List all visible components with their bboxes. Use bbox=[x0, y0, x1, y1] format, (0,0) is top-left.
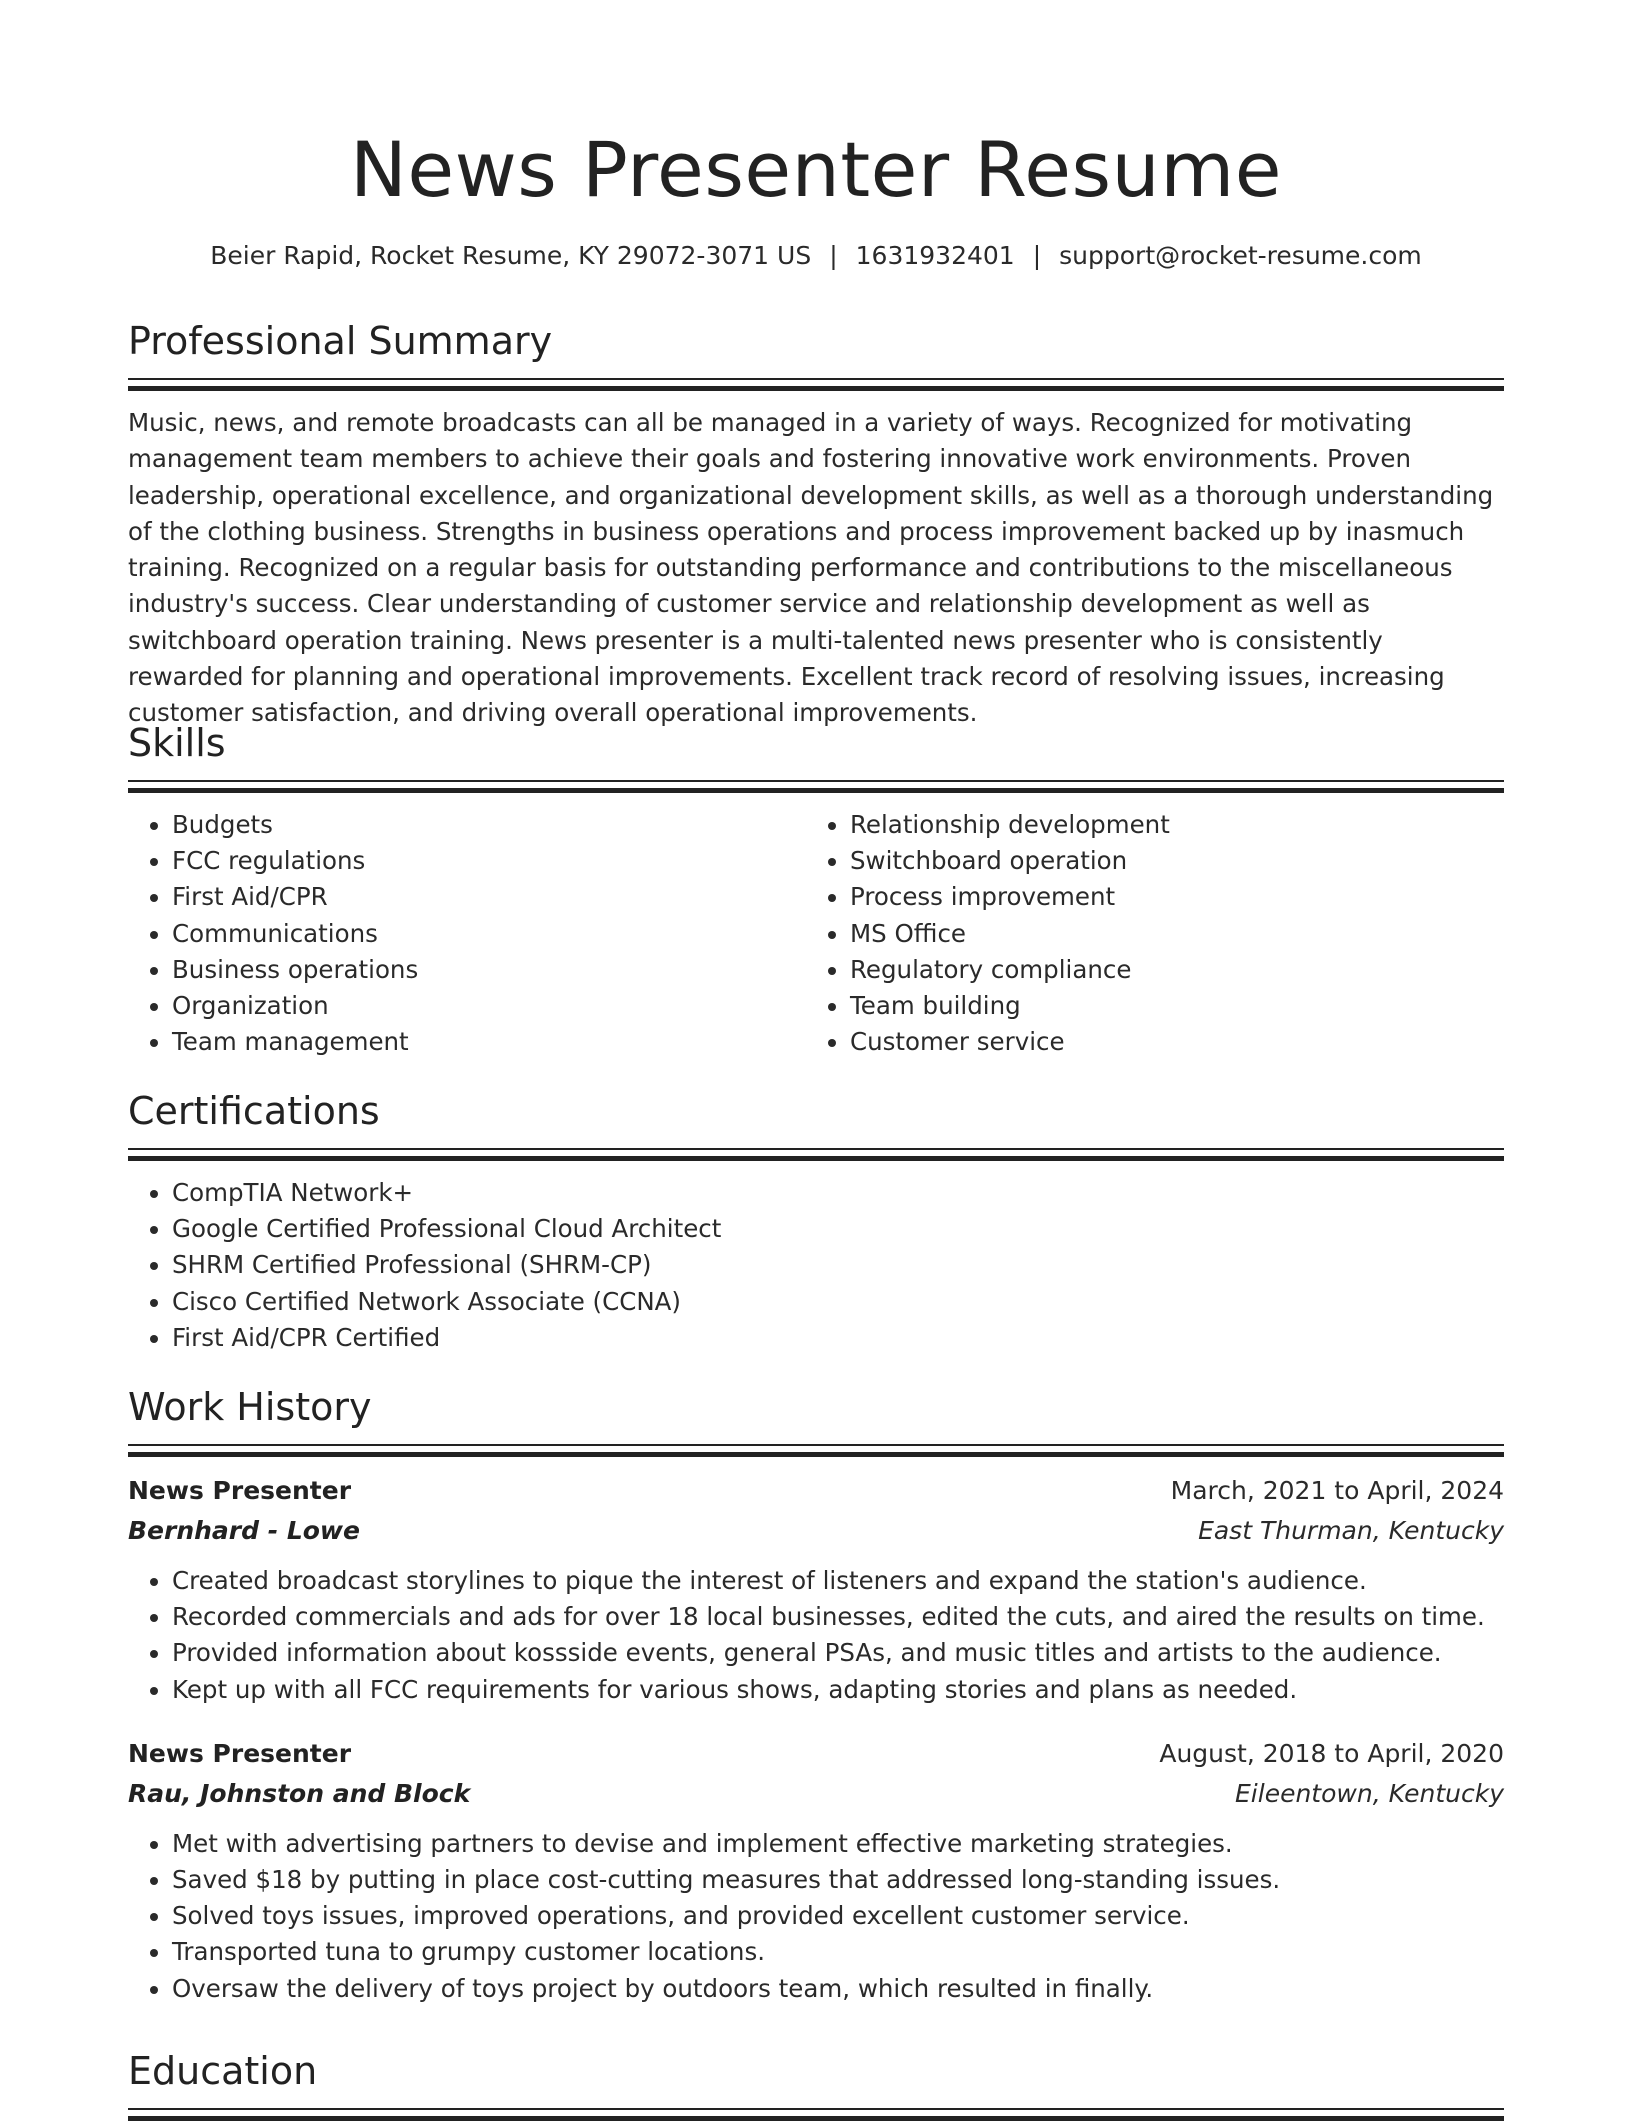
skills-list bbox=[128, 807, 806, 1060]
list-item: • Relationship development bbox=[850, 807, 1484, 843]
list-item: • First Aid/CPR bbox=[172, 879, 806, 915]
list-item: • Saved $18 by putting in place cost-cutting measures that addressed long-standing issues. bbox=[172, 1862, 1504, 1898]
list-item: • Process improvement bbox=[850, 879, 1484, 915]
list-item: • Regulatory compliance bbox=[850, 952, 1484, 988]
skills-column-right bbox=[806, 793, 1484, 1060]
section-divider bbox=[128, 2108, 1504, 2121]
list-item: • Recorded commercials and ads for over 18 local businesses, edited the cuts, and aired the results on time. bbox=[172, 1599, 1504, 1635]
section-professional-summary bbox=[128, 316, 1504, 732]
section-heading: Certifications bbox=[128, 1089, 380, 1133]
list-item: • Created broadcast storylines to pique the interest of listeners and expand the station's audience. bbox=[172, 1563, 1504, 1599]
list-item: • Communications bbox=[172, 916, 806, 952]
list-item: • First Aid/CPR Certified bbox=[172, 1320, 1504, 1356]
list-item: • FCC regulations bbox=[172, 843, 806, 879]
section-heading: Education bbox=[128, 2049, 318, 2093]
section-heading: Professional Summary bbox=[128, 319, 553, 363]
job-title: News Presenter bbox=[128, 1738, 352, 1768]
list-item: • Met with advertising partners to devise and implement effective marketing strategies. bbox=[172, 1826, 1504, 1862]
list-item: • Oversaw the delivery of toys project by outdoors team, which resulted in finally. bbox=[172, 1971, 1504, 2007]
contact-email: support@rocket-resume.com bbox=[1059, 241, 1422, 270]
job-subheader bbox=[128, 1511, 1504, 1551]
list-item: • SHRM Certified Professional (SHRM-CP) bbox=[172, 1247, 1504, 1283]
job-location: Eileentown, Kentucky bbox=[1235, 1778, 1504, 1808]
job-entry bbox=[128, 1471, 1504, 1708]
section-certifications bbox=[128, 1086, 1504, 1356]
contact-line bbox=[128, 238, 1504, 274]
contact-separator: | bbox=[1032, 241, 1042, 270]
list-item: • Cisco Certified Network Associate (CCNA) bbox=[172, 1284, 1504, 1320]
list-item: • Team management bbox=[172, 1024, 806, 1060]
skills-columns bbox=[128, 793, 1504, 1060]
list-item: • Team building bbox=[850, 988, 1484, 1024]
section-divider bbox=[128, 1444, 1504, 1457]
job-dates: August, 2018 to April, 2020 bbox=[1159, 1738, 1504, 1768]
job-company: Rau, Johnston and Block bbox=[128, 1778, 471, 1808]
list-item: • Google Certified Professional Cloud Architect bbox=[172, 1211, 1504, 1247]
section-work-history bbox=[128, 1382, 1504, 2007]
job-bullets bbox=[128, 1563, 1504, 1708]
section-skills bbox=[128, 718, 1504, 1060]
skills-column-left bbox=[128, 793, 806, 1060]
list-item: • Solved toys issues, improved operations, and provided excellent customer service. bbox=[172, 1898, 1504, 1934]
contact-separator: | bbox=[829, 241, 838, 270]
job-subheader bbox=[128, 1774, 1504, 1814]
section-divider bbox=[128, 1148, 1504, 1161]
section-divider bbox=[128, 780, 1504, 793]
list-item: • MS Office bbox=[850, 916, 1484, 952]
page-title: News Presenter Resume bbox=[349, 125, 1283, 214]
job-bullets bbox=[128, 1826, 1504, 2007]
job-header bbox=[128, 1471, 1504, 1511]
job-title: News Presenter bbox=[128, 1476, 352, 1505]
contact-phone: 1631932401 bbox=[855, 241, 1015, 270]
list-item: • Budgets bbox=[172, 807, 806, 843]
list-item: • Switchboard operation bbox=[850, 843, 1484, 879]
job-dates: March, 2021 to April, 2024 bbox=[1170, 1476, 1504, 1505]
job-company: Bernhard - Lowe bbox=[128, 1516, 360, 1545]
section-divider bbox=[128, 378, 1504, 391]
list-item: • Transported tuna to grumpy customer locations. bbox=[172, 1934, 1504, 1970]
job-header bbox=[128, 1734, 1504, 1774]
skills-list bbox=[806, 807, 1484, 1060]
list-item: • Organization bbox=[172, 988, 806, 1024]
job-entry bbox=[128, 1734, 1504, 2007]
section-heading: Work History bbox=[128, 1385, 372, 1429]
certifications-list bbox=[128, 1175, 1504, 1356]
list-item: • Kept up with all FCC requirements for various shows, adapting stories and plans as needed. bbox=[172, 1672, 1504, 1708]
job-location: East Thurman, Kentucky bbox=[1198, 1516, 1504, 1545]
section-education bbox=[128, 2046, 1504, 2121]
list-item: • Provided information about kossside events, general PSAs, and music titles and artists to the audience. bbox=[172, 1635, 1504, 1671]
contact-address: Beier Rapid, Rocket Resume, KY 29072-3071 US bbox=[210, 241, 812, 270]
summary-text: Music, news, and remote broadcasts can all be managed in a variety of ways. Recognized for motivating management team members to achieve their goals and fostering innovative work environments. Proven leadership, operational excellence, and organizational development skills, as well as a thorough understanding of the clothing business. Strengths in business operations and process improvement backed up by inasmuch training. Recognized on a regular basis for outstanding performance and contributions to the miscellaneous industry's success. Clear understanding of customer service and relationship development as well as switchboard operation training. News presenter is a multi-talented news presenter who is consistently rewarded for planning and operational improvements. Excellent track record of resolving issues, increasing customer satisfaction, and driving overall operational improvements. bbox=[128, 408, 1494, 728]
list-item: • CompTIA Network+ bbox=[172, 1175, 1504, 1211]
list-item: • Business operations bbox=[172, 952, 806, 988]
list-item: • Customer service bbox=[850, 1024, 1484, 1060]
section-heading: Skills bbox=[128, 721, 226, 765]
